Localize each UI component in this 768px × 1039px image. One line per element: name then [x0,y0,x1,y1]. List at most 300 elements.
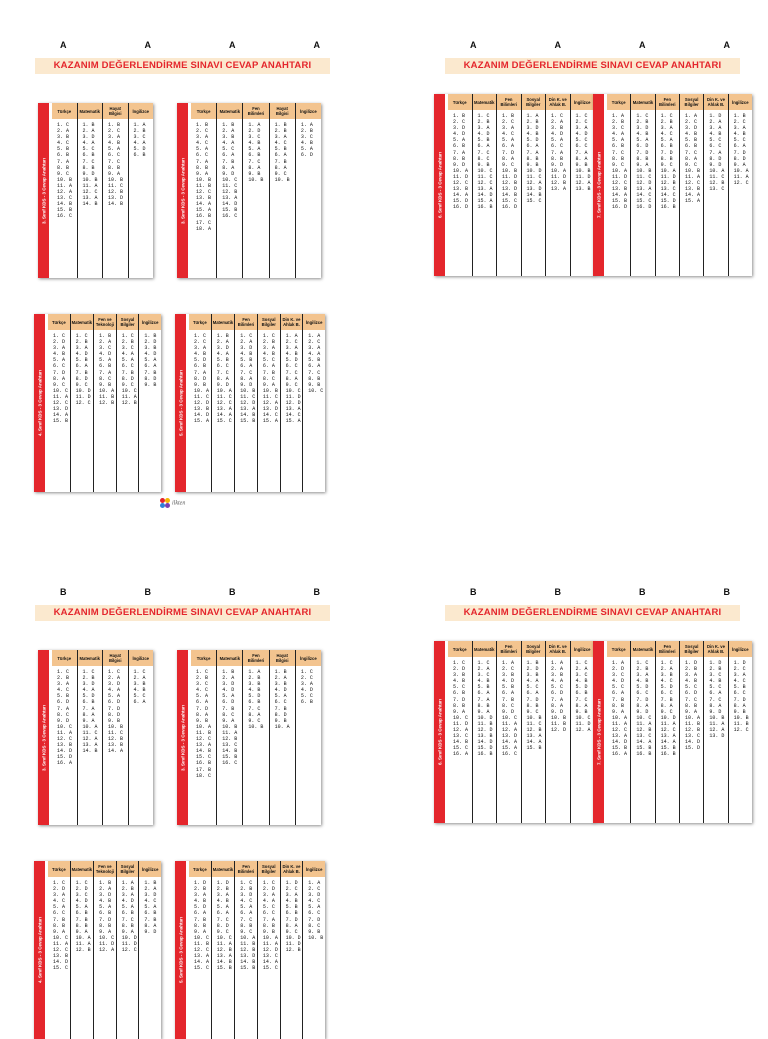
answer-item: 10. A [612,167,628,174]
grade-band [593,641,604,823]
answer-item: 15. B [216,965,232,972]
answer-item: 7. B [194,916,207,923]
subject-header: İngilizce [129,650,154,666]
subject-column [729,641,752,823]
answer-item: 2. A [99,886,112,893]
answer-item: 2. A [222,128,235,135]
answer-item: 6. A [612,690,625,697]
subject-header: İngilizce [729,94,752,110]
answer-item: 14. A [196,201,212,208]
answer-item: 2. D [53,339,66,346]
answer-item: 14. A [453,192,469,199]
answer-item: 14. C [285,412,301,419]
subject-header: Hayat Bilgisi [103,103,128,119]
answer-item: 9. A [196,170,209,177]
answer-item: 5. A [660,137,673,144]
answer-item: 5. A [144,357,157,364]
answer-item: 7. D [733,149,746,156]
answer-item: 6. B [285,910,298,917]
answer-item: 9. A [477,708,490,715]
answer-item: 1. A [308,333,321,339]
answer-item: 13. A [636,186,652,193]
answer-item: 8. A [274,164,287,171]
answer-item: 6. A [262,363,275,370]
answer-item: 12. B [108,189,124,196]
answer-item: 5. D [636,684,649,691]
subject-column [139,861,161,1039]
answer-item: 6. B [82,152,95,159]
answer-item: 6. B [684,143,697,150]
answer-item: 12. A [82,736,98,743]
answer-item: 4. B [636,678,649,685]
answer-item: 12. B [108,736,124,743]
answer-item: 6. A [222,152,235,159]
answer-item: 12. C [194,947,210,954]
answer-item: 5. D [285,357,298,364]
answer-item: 7. A [709,149,722,156]
subject-header: Türkçe [189,861,211,877]
subject-header: Din K. ve Ahlak B. [281,861,303,877]
answer-item: 15. C [216,418,232,425]
subject-column [522,641,547,823]
answer-item: 8. D [108,711,121,718]
answer-item: 3. D [222,681,235,688]
answer-item: 8. C [57,711,70,718]
answer-item: 3. D [526,125,539,132]
answer-item: 12. B [285,947,301,954]
answer-item: 4. B [636,131,649,138]
answer-item: 2. A [274,675,287,682]
answer-item: 12. B [526,727,542,734]
answer-item: 7. A [551,696,564,703]
answer-item: 13. D [526,186,542,193]
answer-item: 10. C [502,714,518,721]
answer-item: 10. C [308,387,324,394]
answer-item: 1. C [636,113,649,119]
answer-item: 4. D [75,898,88,905]
answer-item: 6. C [196,152,209,159]
subject-header: Sosyal Bilgiler [117,314,139,330]
answer-item: 13. C [262,953,278,960]
answer-item: 6. D [300,152,313,159]
answer-item: 12. C [53,400,69,407]
answer-item: 2. B [121,886,134,893]
answer-list [52,119,77,220]
answer-item: 11. A [222,729,238,736]
answer-item: 8. B [477,702,490,709]
answer-sheet [434,94,594,276]
answer-key-title: KAZANIM DEĞERLENDİRME SINAVI CEVAP ANAHTARI [35,58,330,74]
answer-item: 12. D [636,180,652,187]
answer-item: 12. A [526,180,542,187]
answer-item: 3. D [82,134,95,141]
subject-header: Din K. ve Ahlak B. [546,94,570,110]
answer-item: 2. C [308,339,321,346]
answer-item: 8. A [285,922,298,929]
subject-column [729,94,752,276]
booklet-letter: B [313,587,320,597]
answer-item: 16. D [502,204,518,211]
answer-key-block [410,0,768,490]
subject-column [448,641,473,823]
answer-item: 2. B [216,886,229,893]
answer-item: 15. B [222,754,238,761]
answer-item: 10. A [82,723,98,730]
answer-item: 2. B [75,339,88,346]
answer-item: 5. D [194,357,207,364]
answer-list [103,119,128,207]
answer-item: 8. C [222,711,235,718]
answer-item: 13. A [82,195,98,202]
subject-header: Sosyal Bilgiler [680,641,703,657]
answer-sheet [593,94,752,276]
answer-item: 10. B [636,167,652,174]
answer-item: 1. C [477,113,490,119]
answer-item: 2. B [636,666,649,673]
answer-sheet [434,641,594,823]
answer-item: 10. B [575,167,591,174]
answer-item: 4. B [216,898,229,905]
answer-item: 13. B [453,186,469,193]
booklet-letter: A [554,40,561,50]
grade-band [38,650,49,825]
subject-column [473,641,498,823]
answer-item: 10. A [216,387,232,394]
answer-item: 12. A [453,727,469,734]
answer-item: 2. A [99,339,112,346]
answer-item: 11. B [99,393,115,400]
answer-item: 12. D [477,727,493,734]
answer-item: 2. B [477,119,490,126]
subject-header: Din K. ve Ahlak B. [704,94,727,110]
answer-item: 14. C [660,192,676,199]
answer-item: 7. C [308,369,321,376]
grade-band [593,94,604,276]
answer-item: 3. B [144,345,157,352]
answer-item: 10. B [274,176,290,183]
answer-item: 9. A [121,928,134,935]
answer-item: 8. B [551,155,564,162]
answer-item: 8. C [477,155,490,162]
answer-item: 14. D [684,739,700,746]
subject-column [571,641,595,823]
answer-item: 4. B [248,687,261,694]
answer-sheet [175,314,325,492]
answer-item: 8. B [53,922,66,929]
answer-item: 3. C [133,134,146,141]
answer-item: 1. B [144,880,157,886]
answer-item: 13. C [636,733,652,740]
answer-item: 5. B [477,684,490,691]
answer-item: 4. B [709,131,722,138]
answer-item: 8. A [196,711,209,718]
answer-item: 15. B [612,745,628,752]
answer-item: 2. A [240,339,253,346]
answer-list [217,119,242,220]
answer-item: 5. A [75,904,88,911]
answer-sheet [38,103,153,278]
answer-item: 7. A [453,149,466,156]
booklet-letter: A [313,40,320,50]
answer-item: 7. C [82,158,95,165]
answer-item: 16. B [196,213,212,220]
answer-item: 7. A [575,149,588,156]
answer-sheet [177,103,321,278]
answer-item: 14. A [526,739,542,746]
answer-item: 1. C [453,660,466,666]
answer-item: 2. B [612,119,625,126]
answer-list [48,330,70,424]
answer-item: 3. C [300,134,313,141]
answer-item: 13. B [108,742,124,749]
answer-item: 1. C [133,669,146,675]
answer-item: 4. C [240,898,253,905]
answer-item: 5. A [502,137,515,144]
answer-item: 2. C [502,666,515,673]
answer-item: 18. C [196,772,212,779]
answer-item: 7. B [222,705,235,712]
answer-item: 2. B [121,339,134,346]
answer-item: 1. A [612,660,625,666]
answer-item: 9. B [308,381,321,388]
answer-list [303,877,325,941]
subject-column [473,94,498,276]
answer-item: 2. C [733,666,746,673]
answer-list [680,110,703,204]
answer-item: 11. A [502,720,518,727]
answer-item: 12. A [99,947,115,954]
answer-item: 7. D [196,705,209,712]
subject-header: Matematik [212,314,234,330]
answer-item: 12. A [57,189,73,196]
answer-list [607,657,630,758]
answer-item: 13. A [222,195,238,202]
answer-item: 9. C [75,381,88,388]
answer-item: 16. D [612,204,628,211]
answer-item: 2. A [216,339,229,346]
answer-item: 8. A [733,702,746,709]
answer-item: 6. C [660,690,673,697]
answer-item: 9. B [262,928,275,935]
answer-item: 4. C [196,687,209,694]
answer-item: 12. C [57,736,73,743]
answer-item: 6. D [222,699,235,706]
answer-item: 11. A [709,720,725,727]
answer-item: 15. C [196,754,212,761]
answer-item: 9. A [75,928,88,935]
answer-item: 13. A [551,186,567,193]
booklet-letters [60,587,320,597]
answer-list [571,110,595,192]
answer-item: 8. B [453,702,466,709]
answer-item: 5. D [133,146,146,153]
answer-item: 5. D [660,684,673,691]
answer-item: 6. A [502,143,515,150]
subject-header: Türkçe [191,650,216,666]
answer-item: 5. A [108,693,121,700]
answer-item: 1. B [526,660,539,666]
answer-item: 4. B [285,898,298,905]
answer-item: 14. D [477,739,493,746]
answer-item: 4. B [684,678,697,685]
grade-band-label: 4. Sınıf KDS - 3 Cevap Anahtarı [37,369,42,437]
answer-item: 1. D [194,880,207,886]
subject-header: Fen Bilimleri [497,94,521,110]
answer-item: 13. C [453,733,469,740]
answer-item: 5. C [262,357,275,364]
answer-item: 7. B [262,369,275,376]
answer-item: 15. C [453,745,469,752]
answer-item: 9. C [502,161,515,168]
answer-item: 2. C [196,128,209,135]
answer-item: 10. A [262,934,278,941]
answer-item: 3. A [575,125,588,132]
answer-item: 10. A [274,723,290,730]
answer-item: 4. D [300,687,313,694]
answer-item: 2. A [575,666,588,673]
answer-item: 2. A [709,119,722,126]
subject-header: Matematik [78,650,103,666]
answer-item: 7. D [502,149,515,156]
answer-item: 2. B [57,675,70,682]
subject-column [497,641,522,823]
answer-item: 10. D [477,714,493,721]
answer-item: 3. B [502,672,515,679]
answer-item: 11. B [196,182,212,189]
answer-item: 6. A [240,363,253,370]
answer-item: 4. B [194,351,207,358]
answer-item: 10. D [75,387,91,394]
answer-item: 12. B [216,947,232,954]
subject-header: Türkçe [189,314,211,330]
answer-item: 17. B [196,766,212,773]
answer-item: 7. B [660,696,673,703]
answer-item: 2. A [108,675,121,682]
answer-item: 3. C [99,345,112,352]
subject-column [217,103,243,278]
answer-list [281,877,303,953]
answer-item: 14. B [526,192,542,199]
answer-item: 10. C [53,387,69,394]
answer-item: 1. A [133,122,146,128]
answer-item: 14. B [57,201,73,208]
subject-column [191,650,217,825]
subject-column [212,314,235,492]
answer-item: 2. B [248,675,261,682]
answer-item: 9. B [575,161,588,168]
grade-band-label: 5. Sınıf KDS - 3 Cevap Anahtarı [178,916,183,984]
logo-text: ilkten [172,500,186,507]
answer-item: 4. B [108,140,121,147]
answer-item: 8. B [262,922,275,929]
answer-item: 5. C [551,684,564,691]
answer-item: 1. B [196,122,209,128]
answer-item: 10. D [660,714,676,721]
answer-item: 7. C [216,916,229,923]
answer-item: 7. B [274,158,287,165]
answer-list [139,330,161,388]
subject-column [103,650,129,825]
answer-item: 11. A [216,940,232,947]
answer-item: 5. A [308,904,321,911]
subject-column [303,861,325,1039]
subject-column [631,641,655,823]
grade-band-label: 6. Sınıf KDS - 3 Cevap Anahtarı [437,151,442,219]
answer-item: 1. B [222,669,235,675]
answer-item: 10. C [121,387,137,394]
answer-sheet [34,861,161,1039]
answer-item: 13. C [709,186,725,193]
answer-item: 4. A [133,140,146,147]
subject-column [258,861,281,1039]
answer-item: 9. A [82,717,95,724]
subject-header: Türkçe [52,650,77,666]
subject-header: Fen Bilimleri [243,103,268,119]
answer-list [191,666,216,779]
answer-item: 12. D [240,400,256,407]
subject-column [631,94,655,276]
answer-item: 1. B [274,669,287,675]
answer-list [448,110,472,211]
answer-item: 5. C [300,693,313,700]
answer-list [631,657,654,758]
answer-item: 6. B [194,363,207,370]
answer-item: 1. C [240,333,253,339]
answer-item: 10. B [82,176,98,183]
answer-item: 15. D [57,754,73,761]
answer-item: 3. D [216,345,229,352]
answer-item: 2. C [285,886,298,893]
answer-item: 8. A [575,155,588,162]
answer-item: 4. B [709,678,722,685]
answer-item: 3. B [57,134,70,141]
answer-item: 9. D [636,708,649,715]
answer-item: 5. D [575,684,588,691]
answer-item: 11. A [262,940,278,947]
answer-item: 16. D [636,204,652,211]
answer-item: 4. B [453,678,466,685]
answer-item: 10. D [121,934,137,941]
answer-item: 1. C [262,333,275,339]
answer-item: 1. C [57,669,70,675]
answer-item: 11. C [262,393,278,400]
answer-item: 1. C [660,113,673,119]
answer-item: 12. B [502,180,518,187]
answer-item: 14. B [196,748,212,755]
answer-item: 10. C [194,934,210,941]
answer-item: 8. B [636,155,649,162]
answer-item: 6. B [121,910,134,917]
answer-item: 11. D [575,720,591,727]
answer-item: 15. A [194,418,210,425]
answer-item: 4. B [248,140,261,147]
answer-item: 6. B [453,690,466,697]
answer-item: 6. B [99,910,112,917]
answer-item: 7. C [121,916,134,923]
answer-sheet [38,650,153,825]
answer-item: 5. A [108,146,121,153]
grade-band [434,94,445,276]
answer-list [497,657,521,758]
answer-item: 6. C [285,363,298,370]
answer-item: 3. A [300,681,313,688]
answer-item: 4. B [684,131,697,138]
answer-item: 9. A [194,928,207,935]
answer-item: 15. A [262,418,278,425]
answer-item: 11. B [477,720,493,727]
answer-item: 13. D [502,733,518,740]
answer-list [546,657,570,733]
